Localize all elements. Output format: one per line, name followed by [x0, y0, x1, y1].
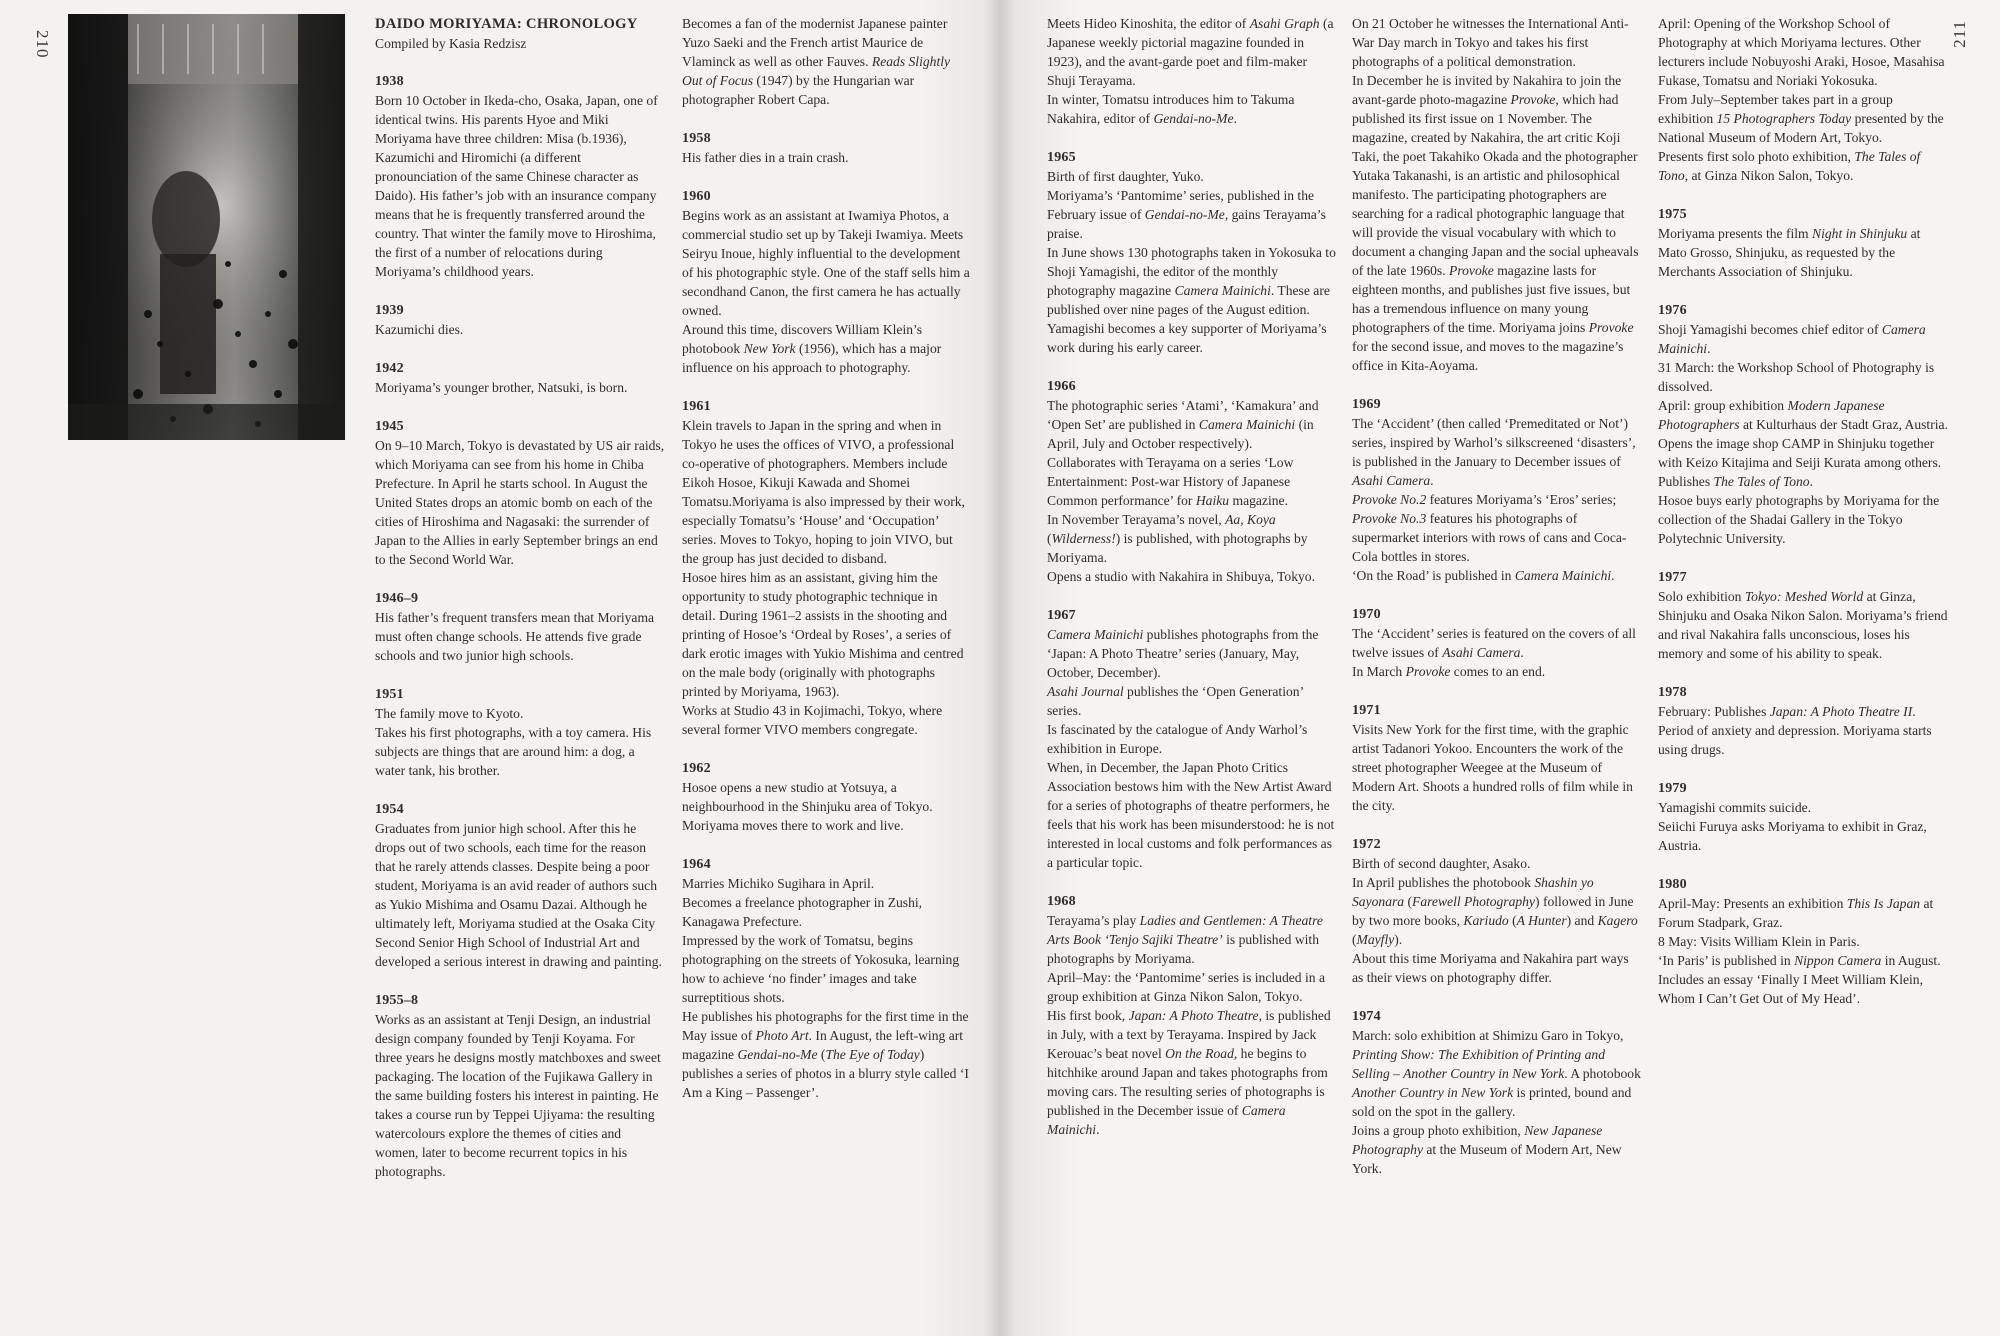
entry-year: 1958 [682, 131, 711, 146]
entry-text: Around this time, discovers William Klein’s photobook New York (1956), which has a major influence on his approach to photography. [682, 322, 942, 375]
entry-text: Terayama’s play Ladies and Gentlemen: A Theatre Arts Book ‘Tenjo Sajiki Theatre’ is published with photographs by Moriyama. [1047, 913, 1323, 966]
chronology-entry [1352, 1007, 1642, 1178]
chronology-entry [375, 800, 665, 971]
chronology-entry [1658, 875, 1948, 1008]
entry-text: Period of anxiety and depression. Moriyama starts using drugs. [1658, 723, 1932, 757]
entry-text: Moriyama presents the film Night in Shinjuku at Mato Grosso, Shinjuku, as requested by the Merchants Association of Shinjuku. [1658, 226, 1921, 279]
chronology-entry [375, 72, 665, 281]
chronology-entry [1352, 835, 1642, 987]
entry-text: In June shows 130 photographs taken in Yokosuka to Shoji Yamagishi, the editor of the monthly photography magazine Camera Mainichi. These are published over nine pages of the August edition. Yamagishi becomes a key supporter of Moriyama’s work during his early career. [1047, 245, 1336, 355]
entry-text: The photographic series ‘Atami’, ‘Kamakura’ and ‘Open Set’ are published in Camera Mainichi (in April, July and October respectively). [1047, 398, 1319, 451]
entry-text: Meets Hideo Kinoshita, the editor of Asahi Graph (a Japanese weekly pictorial magazine founded in 1923), and the avant-garde poet and film-maker Shuji Terayama. [1047, 16, 1334, 88]
entry-text: Becomes a fan of the modernist Japanese painter Yuzo Saeki and the French artist Maurice de Vlaminck as well as other Fauves. Reads Slightly Out of Focus (1947) by the Hungarian war photographer Robert Capa. [682, 16, 951, 107]
entry-text: Opens a studio with Nakahira in Shibuya, Tokyo. [1047, 569, 1315, 584]
entry-text: April-May: Presents an exhibition This Is Japan at Forum Stadpark, Graz. [1658, 896, 1934, 930]
entry-text: Is fascinated by the catalogue of Andy Warhol’s exhibition in Europe. [1047, 722, 1308, 756]
entry-text: About this time Moriyama and Nakahira part ways as their views on photography differ. [1352, 951, 1629, 985]
entry-text: From July–September takes part in a group exhibition 15 Photographers Today presented by the National Museum of Modern Art, Tokyo. [1658, 92, 1944, 145]
chronology-entry [1352, 605, 1642, 681]
entry-year: 1970 [1352, 607, 1381, 622]
entry-year: 1975 [1658, 207, 1687, 222]
page-number-right: 211 [1949, 20, 1969, 48]
entry-year: 1967 [1047, 608, 1076, 623]
entry-text: Asahi Journal publishes the ‘Open Generation’ series. [1047, 684, 1304, 718]
entry-text: His father’s frequent transfers mean that Moriyama must often change schools. He attends five grade schools and two junior high schools. [375, 610, 655, 663]
entry-year: 1954 [375, 802, 404, 817]
entry-text: ‘In Paris’ is published in Nippon Camera in August. Includes an essay ‘Finally I Meet William Klein, Whom I Can’t Get Out of My Head’. [1658, 953, 1941, 1006]
chronology-entry [682, 397, 972, 739]
chronology-entry [1658, 205, 1948, 281]
entry-year: 1968 [1047, 894, 1076, 909]
entry-text: In winter, Tomatsu introduces him to Takuma Nakahira, editor of Gendai-no-Me. [1047, 92, 1295, 126]
chronology-credit: Compiled by Kasia Redzisz [375, 36, 527, 51]
entry-text: Yamagishi commits suicide. [1658, 800, 1812, 815]
chronology-entry [1658, 14, 1948, 185]
entry-text: 31 March: the Workshop School of Photography is dissolved. [1658, 360, 1935, 394]
entry-text: Hosoe hires him as an assistant, giving him the opportunity to study photographic technique in detail. During 1961–2 assists in the shooting and printing of Hosoe’s ‘Ordeal by Roses’, a series of dark erotic images with Yukio Mishima and centred on the male body (originally with photographs printed by Moriyama, 1963). [682, 570, 964, 699]
entry-text: ‘On the Road’ is published in Camera Mainichi. [1352, 568, 1615, 583]
entry-text: Publishes The Tales of Tono. [1658, 474, 1814, 489]
entry-year: 1939 [375, 303, 404, 318]
entry-year: 1951 [375, 687, 404, 702]
entry-year: 1965 [1047, 150, 1076, 165]
chronology-entry [375, 417, 665, 569]
chronology-entry [1047, 892, 1337, 1139]
entry-year: 1978 [1658, 685, 1687, 700]
entry-year: 1966 [1047, 379, 1076, 394]
entry-year: 1971 [1352, 703, 1381, 718]
entry-text: Hosoe buys early photographs by Moriyama for the collection of the Shadai Gallery in the Tokyo Polytechnic University. [1658, 493, 1940, 546]
entry-text: On 21 October he witnesses the International Anti-War Day march in Tokyo and takes his first photographs of a political demonstration. [1352, 16, 1629, 69]
entry-text: Shoji Yamagishi becomes chief editor of Camera Mainichi. [1658, 322, 1926, 356]
entry-year: 1946–9 [375, 591, 419, 606]
entry-text: April: group exhibition Modern Japanese Photographers at Kulturhaus der Stadt Graz, Austria. [1658, 398, 1948, 432]
entry-text: Presents first solo photo exhibition, The Tales of Tono, at Ginza Nikon Salon, Tokyo. [1658, 149, 1921, 183]
entry-text: Opens the image shop CAMP in Shinjuku together with Keizo Kitajima and Seiji Kurata among others. [1658, 436, 1942, 470]
entry-year: 1962 [682, 761, 711, 776]
entry-year: 1980 [1658, 877, 1687, 892]
entry-text: In April publishes the photobook Shashin yo Sayonara (Farewell Photography) followed in June by two more books, Kariudo (A Hunter) and Kagero (Mayfly). [1352, 875, 1638, 947]
entry-text: Impressed by the work of Tomatsu, begins photographing on the streets of Yokosuka, learning how to achieve ‘no finder’ images and take surreptitious shots. [682, 933, 960, 1005]
column-1 [375, 14, 665, 1201]
chronology-entry [682, 759, 972, 835]
chronology-entry [1658, 779, 1948, 855]
entry-text: Takes his first photographs, with a toy camera. His subjects are things that are around him: a dog, a water tank, his brother. [375, 725, 652, 778]
entry-text: On 9–10 March, Tokyo is devastated by US air raids, which Moriyama can see from his home in Chiba Prefecture. In April he starts school. In August the United States drops an atomic bomb on each of the cities of Hiroshima and Nagasaki: the surrender of Japan to the Allies in early September brings an end to the Second World War. [375, 438, 665, 567]
entry-text: Kazumichi dies. [375, 322, 464, 337]
entry-text: Solo exhibition Tokyo: Meshed World at Ginza, Shinjuku and Osaka Nikon Salon. Moriyama’s friend and rival Nakahira falls unconscious, loses his memory and some of his ability to speak. [1658, 589, 1948, 661]
chronology-entry [1352, 14, 1642, 375]
chronology-entry [1352, 701, 1642, 815]
chronology-entry [1047, 148, 1337, 357]
entry-text: Born 10 October in Ikeda-cho, Osaka, Japan, one of identical twins. His parents Hyoe and Miki Moriyama have three children: Misa (b.1936), Kazumichi and Hiromichi (a different pronounciation of the same Chinese character as Daido). His father’s job with an insurance company means that he is frequently transferred around the country. That winter the family move to Hiroshima, the first of a number of relocations during Moriyama’s childhood years. [375, 93, 658, 279]
entry-text: Provoke No.2 features Moriyama’s ‘Eros’ series; Provoke No.3 features his photographs of supermarket interiors with rows of cans and Coca-Cola bottles in stores. [1352, 492, 1627, 564]
entry-text: Visits New York for the first time, with the graphic artist Tadanori Yokoo. Encounters the work of the street photographer Weegee at the Museum of Modern Art. Shoots a hundred rolls of film while in the city. [1352, 722, 1633, 813]
chronology-title: DAIDO MORIYAMA: CHRONOLOGY [375, 16, 638, 32]
entry-text: Birth of second daughter, Asako. [1352, 856, 1531, 871]
entry-text: Hosoe opens a new studio at Yotsuya, a neighbourhood in the Shinjuku area of Tokyo. Moriyama moves there to work and live. [682, 780, 933, 833]
entry-text: Collaborates with Terayama on a series ‘Low Entertainment: Post-war History of Japanese Common performance’ for Haiku magazine. [1047, 455, 1294, 508]
entry-text: When, in December, the Japan Photo Critics Association bestows him with the New Artist Award for a series of photographs of theatre performers, he feels that his work has been misunderstood: he is not interested in local customs and folk performances as a particular topic. [1047, 760, 1335, 870]
entry-text: April: Opening of the Workshop School of Photography at which Moriyama lectures. Other lecturers include Nobuyoshi Araki, Hosoe, Masahisa Fukase, Tomatsu and Noriaki Yokosuka. [1658, 16, 1945, 88]
chronology-entry [375, 991, 665, 1181]
entry-text: February: Publishes Japan: A Photo Theatre II. [1658, 704, 1916, 719]
chronology-entry [375, 589, 665, 665]
chronology-entry [682, 855, 972, 1102]
entry-year: 1938 [375, 74, 404, 89]
entry-year: 1979 [1658, 781, 1687, 796]
entry-text: Works as an assistant at Tenji Design, an industrial design company founded by Tenji Koyama. For three years he designs mostly matchboxes and sweet packaging. The location of the Fujikawa Gallery in the same building fosters his interest in painting. He takes a course run by Teppei Ujiyama: the resulting watercolours explore the themes of cities and women, later to become recurrent topics in his photographs. [375, 1012, 661, 1179]
entry-text: March: solo exhibition at Shimizu Garo in Tokyo, Printing Show: The Exhibition of Printing and Selling – Another Country in New York. A photobook Another Country in New York is printed, bound and sold on the spot in the gallery. [1352, 1028, 1641, 1119]
entry-text: The ‘Accident’ (then called ‘Premeditated or Not’) series, inspired by Warhol’s silkscreened ‘disasters’, is published in the January to December issues of Asahi Camera. [1352, 416, 1636, 488]
chronology-entry [1047, 14, 1337, 128]
column-3 [1047, 14, 1337, 1159]
chronology-entry [375, 301, 665, 339]
entry-text: He publishes his photographs for the first time in the May issue of Photo Art. In August, the left-wing art magazine Gendai-no-Me (The Eye of Today) publishes a series of photos in a blurry style called ‘I Am a King – Passenger’. [682, 1009, 969, 1100]
entry-text: In November Terayama’s novel, Aa, Koya (Wilderness!) is published, with photographs by Moriyama. [1047, 512, 1308, 565]
entry-text: 8 May: Visits William Klein in Paris. [1658, 934, 1860, 949]
column-5 [1658, 14, 1948, 1028]
entry-text: His father dies in a train crash. [682, 150, 849, 165]
book-gutter [985, 0, 1015, 1336]
entry-text: Marries Michiko Sugihara in April. [682, 876, 875, 891]
chronology-entry [1047, 377, 1337, 586]
entry-year: 1976 [1658, 303, 1687, 318]
entry-text: April–May: the ‘Pantomime’ series is included in a group exhibition at Ginza Nikon Salon, Tokyo. [1047, 970, 1325, 1004]
entry-text: Begins work as an assistant at Iwamiya Photos, a commercial studio set up by Takeji Iwamiya. Meets Seiryu Inoue, highly influential to the development of his photographic style. One of the staff sells him a secondhand Canon, the first camera he has actually owned. [682, 208, 970, 318]
page-number-left: 210 [33, 30, 52, 59]
entry-text: In March Provoke comes to an end. [1352, 664, 1546, 679]
entry-text: Graduates from junior high school. After this he drops out of two schools, each time for the reason that he rarely attends classes. Despite being a poor student, Moriyama is an avid reader of authors such as Yukio Mishima and Osamu Dazai. Although he ultimately left, Moriyama studied at the Osaka City Second Senior High School of Industrial Art and developed a serious interest in drawing and painting. [375, 821, 662, 969]
entry-text: Joins a group photo exhibition, New Japanese Photography at the Museum of Modern Art, New York. [1352, 1123, 1622, 1176]
entry-text: His first book, Japan: A Photo Theatre, is published in July, with a text by Terayama. Inspired by Jack Kerouac’s beat novel On the Road, he begins to hitchhike around Japan and takes photographs from moving cars. The resulting series of photographs is published in the December issue of Camera Mainichi. [1047, 1008, 1331, 1137]
entry-year: 1974 [1352, 1009, 1381, 1024]
entry-text: Works at Studio 43 in Kojimachi, Tokyo, where several former VIVO members congregate. [682, 703, 943, 737]
entry-text: Camera Mainichi publishes photographs from the ‘Japan: A Photo Theatre’ series (January, May, October, December). [1047, 627, 1319, 680]
entry-text: Birth of first daughter, Yuko. [1047, 169, 1204, 184]
chronology-entry [1352, 395, 1642, 585]
chronology-entry [682, 187, 972, 377]
chronology-entry [1047, 606, 1337, 872]
chronology-entry [682, 14, 972, 109]
entry-year: 1972 [1352, 837, 1381, 852]
chronology-entry [1658, 683, 1948, 759]
entry-text: The ‘Accident’ series is featured on the covers of all twelve issues of Asahi Camera. [1352, 626, 1636, 660]
entry-text: Moriyama’s younger brother, Natsuki, is born. [375, 380, 628, 395]
chronology-entry [1658, 301, 1948, 548]
chronology-entry [682, 129, 972, 167]
entry-year: 1964 [682, 857, 711, 872]
entry-text: Moriyama’s ‘Pantomime’ series, published in the February issue of Gendai-no-Me, gains Terayama’s praise. [1047, 188, 1326, 241]
chronology-photograph [68, 14, 345, 440]
entry-text: In December he is invited by Nakahira to join the avant-garde photo-magazine Provoke, which had published its first issue on 1 November. The magazine, created by Nakahira, the art critic Koji Taki, the poet Takahiko Okada and the photographer Yutaka Takanashi, is an artistic and philosophical manifesto. The participating photographers are searching for a radical photographic language that will provide the visual vocabulary with which to document a changing Japan and the social upheavals of the late 1960s. Provoke magazine lasts for eighteen months, and publishes just five issues, but has a tremendous influence on many young photographers of the time. Moriyama joins Provoke for the second issue, and moves to the magazine’s office in Kita-Aoyama. [1352, 73, 1639, 373]
column-2 [682, 14, 972, 1122]
entry-year: 1945 [375, 419, 404, 434]
entry-year: 1969 [1352, 397, 1381, 412]
chronology-entry [1658, 568, 1948, 663]
chronology-entry [375, 685, 665, 780]
entry-text: Klein travels to Japan in the spring and when in Tokyo he uses the offices of VIVO, a professional co-operative of photographers. Members include Eikoh Hosoe, Kikuji Kawada and Shomei Tomatsu.Moriyama is also impressed by their work, especially Tomatsu’s ‘House’ and ‘Occupation’ series. Moves to Tokyo, hoping to join VIVO, but the group has just decided to disband. [682, 418, 965, 566]
entry-year: 1960 [682, 189, 711, 204]
entry-text: Becomes a freelance photographer in Zushi, Kanagawa Prefecture. [682, 895, 923, 929]
entry-text: Seiichi Furuya asks Moriyama to exhibit in Graz, Austria. [1658, 819, 1927, 853]
entry-year: 1961 [682, 399, 711, 414]
entry-year: 1955–8 [375, 993, 419, 1008]
entry-year: 1942 [375, 361, 404, 376]
column-4 [1352, 14, 1642, 1198]
entry-year: 1977 [1658, 570, 1687, 585]
entry-text: The family move to Kyoto. [375, 706, 524, 721]
chronology-entry [375, 359, 665, 397]
